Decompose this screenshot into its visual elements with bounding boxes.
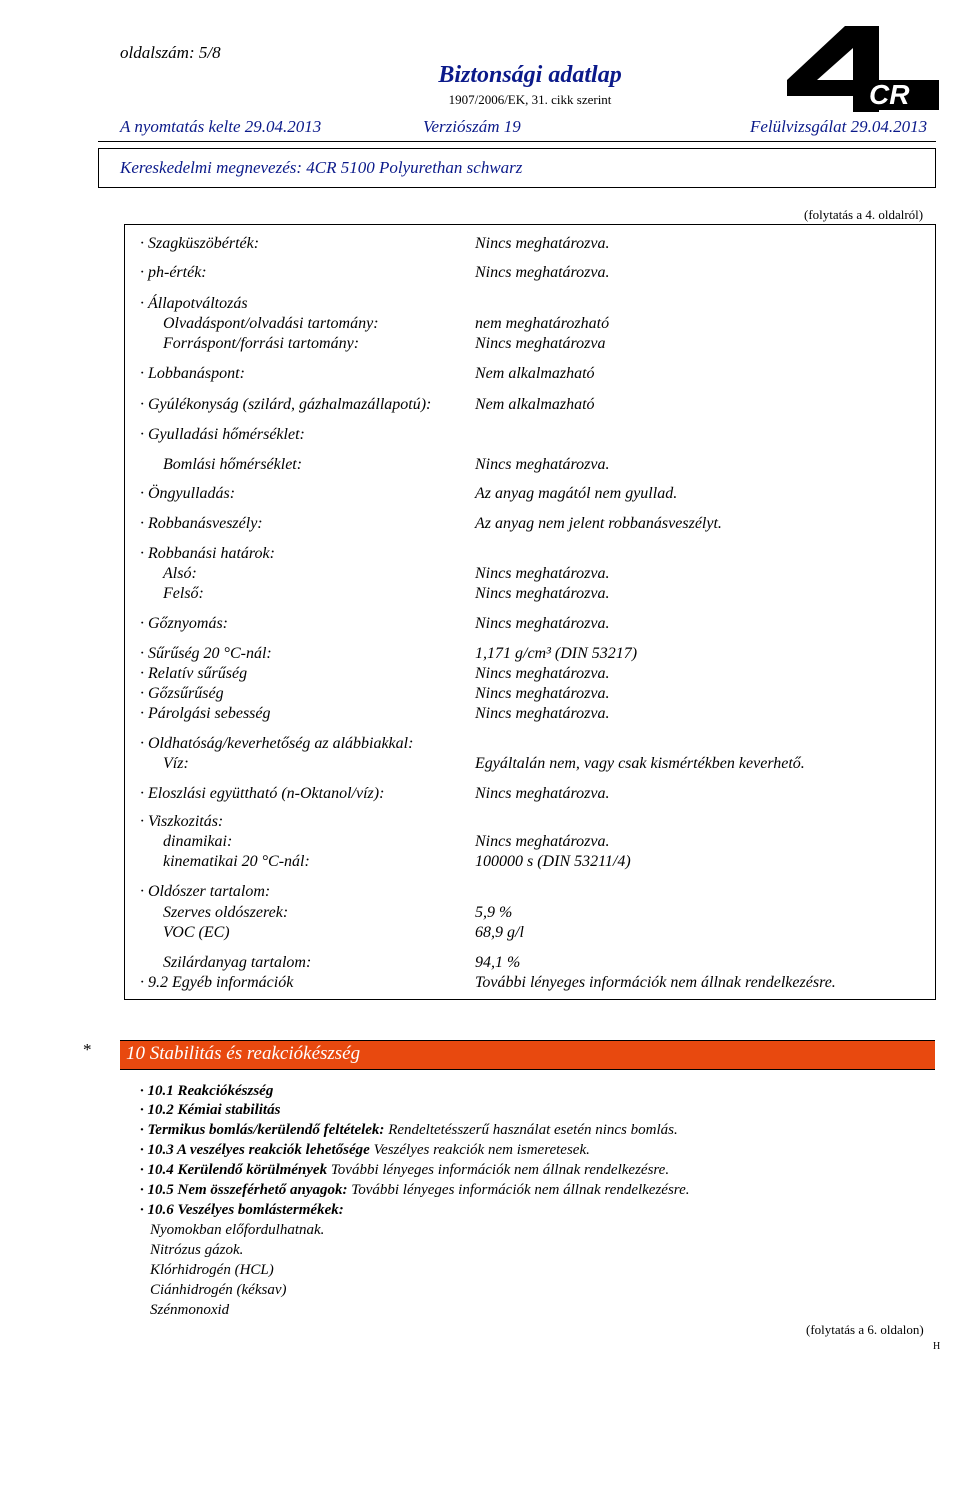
property-value: Nincs meghatározva. [475, 665, 610, 682]
decomposition-product: Nyomokban előfordulhatnak. [150, 1222, 325, 1238]
property-label: kinematikai 20 °C-nál: [163, 853, 310, 870]
property-value: Nincs meghatározva. [475, 785, 610, 802]
decomposition-product: Nitrózus gázok. [150, 1242, 244, 1258]
property-label: · Sűrűség 20 °C-nál: [140, 645, 272, 662]
footer-mark: H [933, 1341, 941, 1352]
document-subtitle: 1907/2006/EK, 31. cikk szerint [448, 92, 612, 107]
section-10-item: · 10.6 Veszélyes bomlástermékek: [140, 1202, 344, 1218]
property-value: Nincs meghatározva. [475, 833, 610, 850]
document-title: Biztonsági adatlap [438, 62, 622, 88]
property-label: Forráspont/forrási tartomány: [163, 335, 360, 352]
property-label: Bomlási hőmérséklet: [163, 456, 303, 473]
property-label: · Gőznyomás: [140, 615, 228, 632]
property-label: · Öngyulladás: [140, 485, 236, 502]
section-10-item: · 10.2 Kémiai stabilitás [140, 1102, 281, 1118]
section-10-item: · Termikus bomlás/kerülendő feltételek: Rendeltetésszerű használat esetén nincs bomlás. [140, 1122, 678, 1138]
decomposition-product: Ciánhidrogén (kéksav) [150, 1282, 287, 1298]
property-label: · Gyulladási hőmérséklet: [140, 426, 305, 443]
property-label: · Oldószer tartalom: [140, 883, 271, 900]
property-label: · Gyúlékonyság (szilárd, gázhalmazállapotú): [140, 396, 432, 413]
page-number: oldalszám: 5/8 [120, 43, 221, 62]
property-label: · Viszkozitás: [140, 813, 224, 830]
continued-to-note: (folytatás a 6. oldalon) [806, 1322, 924, 1337]
property-label: · ph-érték: [140, 264, 207, 281]
property-value: nem meghatározható [475, 315, 610, 332]
print-date: A nyomtatás kelte 29.04.2013 [120, 117, 322, 136]
property-value: Nincs meghatározva. [475, 456, 610, 473]
property-value: Nincs meghatározva. [475, 565, 610, 582]
property-label: · Oldhatóság/keverhetőség az alábbiakkal: [140, 735, 414, 752]
property-value: 94,1 % [475, 954, 521, 971]
property-value: Nincs meghatározva. [475, 615, 610, 632]
company-logo [775, 22, 945, 119]
property-value: Az anyag magától nem gyullad. [475, 485, 678, 502]
decomposition-product: Klórhidrogén (HCL) [150, 1262, 274, 1278]
property-label: dinamikai: [163, 833, 233, 850]
property-label: Olvadáspont/olvadási tartomány: [163, 315, 379, 332]
property-label: Felső: [163, 585, 204, 602]
property-label: · Párolgási sebesség [140, 705, 271, 722]
section-10-item: · 10.4 Kerülendő körülmények További lényeges információk nem állnak rendelkezésre. [140, 1162, 670, 1178]
property-label: Szilárdanyag tartalom: [163, 954, 312, 971]
property-value: Egyáltalán nem, vagy csak kismértékben keverhető. [475, 755, 805, 772]
property-value: Nincs meghatározva. [475, 585, 610, 602]
property-label: · Szagküszöbérték: [140, 235, 260, 252]
property-value: Nincs meghatározva. [475, 705, 610, 722]
trade-name: Kereskedelmi megnevezés: 4CR 5100 Polyurethan schwarz [120, 158, 523, 177]
decomposition-product: Szénmonoxid [150, 1302, 230, 1318]
svg-text:CR: CR [869, 79, 910, 110]
property-label: Alsó: [163, 565, 197, 582]
revision-date: Felülvizsgálat 29.04.2013 [750, 117, 928, 136]
property-value: Nincs meghatározva. [475, 235, 610, 252]
version-number: Verziószám 19 [423, 117, 521, 136]
header-divider [98, 141, 936, 142]
property-label: · Relatív sűrűség [140, 665, 248, 682]
property-label: · Robbanási határok: [140, 545, 275, 562]
property-value: További lényeges információk nem állnak rendelkezésre. [475, 974, 836, 991]
logo-4cr-icon [775, 22, 945, 114]
property-value: Nem alkalmazható [475, 396, 595, 413]
property-value: 5,9 % [475, 904, 513, 921]
property-label: · 9.2 Egyéb információk [140, 974, 294, 991]
property-label: · Állapotváltozás [140, 295, 248, 312]
property-label: VOC (EC) [163, 924, 230, 941]
section-10-item: · 10.3 A veszélyes reakciók lehetősége Veszélyes reakciók nem ismeretesek. [140, 1142, 590, 1158]
property-value: Nincs meghatározva [475, 335, 606, 352]
property-value: 68,9 g/l [475, 924, 524, 941]
property-label: · Eloszlási együttható (n-Oktanol/víz): [140, 785, 385, 802]
property-value: Az anyag nem jelent robbanásveszélyt. [475, 515, 722, 532]
property-label: Víz: [163, 755, 189, 772]
section-10-item: · 10.1 Reakciókészség [140, 1083, 274, 1099]
property-label: · Lobbanáspont: [140, 365, 245, 382]
section-10-title: 10 Stabilitás és reakciókészség [126, 1043, 361, 1064]
property-value: 100000 s (DIN 53211/4) [475, 853, 631, 870]
property-value: Nem alkalmazható [475, 365, 595, 382]
property-label: · Robbanásveszély: [140, 515, 263, 532]
property-label: Szerves oldószerek: [163, 904, 289, 921]
continued-from-note: (folytatás a 4. oldalról) [804, 207, 924, 222]
change-marker: * [83, 1040, 92, 1059]
section-10-item: · 10.5 Nem összeférhető anyagok: További lényeges információk nem állnak rendelkezésre. [140, 1182, 690, 1198]
property-value: Nincs meghatározva. [475, 264, 610, 281]
property-value: 1,171 g/cm³ (DIN 53217) [475, 645, 638, 662]
property-value: Nincs meghatározva. [475, 685, 610, 702]
property-label: · Gőzsűrűség [140, 685, 224, 702]
